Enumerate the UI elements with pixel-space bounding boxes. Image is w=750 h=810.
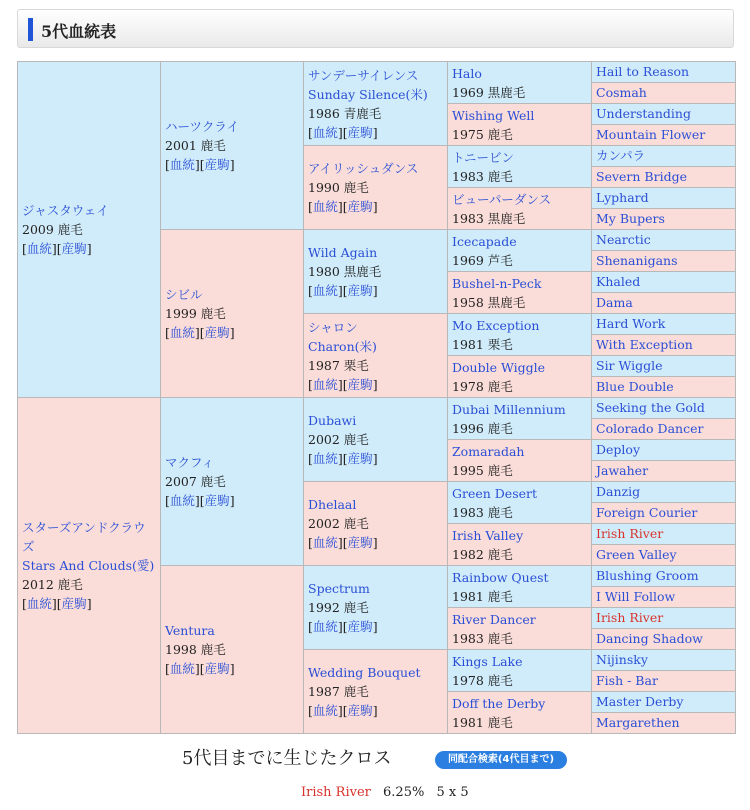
horse-name-link[interactable]: Wild Again (308, 245, 378, 260)
horse-info: 1969 黒鹿毛 (452, 84, 526, 100)
progeny-link[interactable]: 産駒 (61, 241, 87, 256)
gen3-horse-cell (304, 230, 448, 314)
gen5-horse-cell (592, 83, 736, 104)
gen5-horse-cell (592, 692, 736, 713)
horse-name-link[interactable]: Wishing Well (452, 107, 535, 123)
gen4-horse-cell (448, 608, 592, 650)
gen5-horse-cell (592, 230, 736, 251)
horse-info: 2007 鹿毛 (165, 474, 226, 489)
horse-name-link[interactable]: ジャスタウェイ (22, 203, 109, 218)
horse-name-link[interactable]: With Exception (596, 337, 693, 352)
horse-name-link[interactable]: Mountain Flower (596, 127, 706, 142)
horse-name-link[interactable]: Deploy (596, 442, 641, 457)
horse-name-link[interactable]: トニービン (452, 149, 515, 165)
page-header (17, 9, 734, 48)
gen5-horse-cell (592, 566, 736, 587)
horse-links: [血統][産駒] (165, 493, 235, 508)
horse-name-link[interactable]: Nearctic (596, 232, 651, 247)
horse-name-link[interactable]: Shenanigans (596, 253, 678, 268)
horse-name-link[interactable]: シビル (165, 287, 203, 302)
horse-name-link[interactable]: Colorado Dancer (596, 421, 704, 436)
horse-info: 1982 鹿毛 (452, 546, 513, 562)
gen5-horse-cell (592, 587, 736, 608)
horse-name-link[interactable]: Severn Bridge (596, 169, 687, 184)
page-title: 5代血統表 (41, 22, 117, 41)
horse-info: 1987 鹿毛 (308, 684, 369, 699)
gen3-horse-cell (304, 482, 448, 566)
pedigree-row (18, 62, 736, 83)
horse-name-alt-link[interactable]: Charon(米) (308, 338, 377, 354)
pedigree-link[interactable]: 血統 (312, 535, 338, 550)
horse-name-link[interactable]: Green Valley (596, 547, 677, 562)
gen5-horse-cell (592, 209, 736, 230)
pedigree-link[interactable]: 血統 (312, 451, 338, 466)
gen4-horse-cell (448, 650, 592, 692)
gen4-horse-cell (448, 146, 592, 188)
horse-name-link[interactable]: Bushel-n-Peck (452, 275, 542, 291)
horse-name-link[interactable]: Margarethen (596, 715, 680, 730)
horse-name-link[interactable]: Blue Double (596, 379, 674, 394)
horse-name-link[interactable]: I Will Follow (596, 589, 676, 604)
horse-name-link[interactable]: Jawaher (596, 463, 649, 478)
pedigree-link[interactable]: 血統 (169, 157, 195, 172)
horse-name-link[interactable]: Cosmah (596, 85, 647, 100)
gen3-horse-cell (304, 314, 448, 398)
pedigree-table (17, 61, 736, 734)
gen5-horse-cell (592, 524, 736, 545)
pedigree-link[interactable]: 血統 (312, 619, 338, 634)
gen3-horse-cell (304, 62, 448, 146)
progeny-link[interactable]: 産駒 (204, 157, 230, 172)
horse-info: 1980 黒鹿毛 (308, 264, 382, 279)
horse-info: 1987 栗毛 (308, 357, 369, 373)
pedigree-link[interactable]: 血統 (26, 241, 52, 256)
pedigree-row (18, 398, 736, 419)
gen2-horse-cell (161, 62, 304, 230)
progeny-link[interactable]: 産駒 (347, 619, 373, 634)
gen4-horse-cell (448, 356, 592, 398)
horse-info: 1981 鹿毛 (452, 714, 513, 730)
horse-info: 1999 鹿毛 (165, 306, 226, 321)
gen5-horse-cell (592, 545, 736, 566)
horse-name-link[interactable]: Dama (596, 295, 633, 310)
horse-name-link[interactable]: Master Derby (596, 694, 684, 709)
horse-name-link[interactable]: Green Desert (452, 485, 538, 501)
horse-name-link[interactable]: Icecapade (452, 233, 517, 249)
pedigree-link[interactable]: 血統 (312, 124, 338, 140)
cross-row (301, 785, 469, 800)
gen1-horse-cell (18, 62, 161, 398)
gen4-horse-cell (448, 230, 592, 272)
gen5-horse-cell (592, 104, 736, 125)
horse-name-link[interactable]: Lyphard (596, 190, 649, 205)
horse-name-link[interactable]: Dubai Millennium (452, 401, 566, 417)
horse-links: [血統][産駒] (308, 703, 378, 718)
horse-info: 1981 鹿毛 (452, 588, 513, 604)
gen5-horse-cell (592, 482, 736, 503)
horse-info: 1986 青鹿毛 (308, 105, 382, 121)
gen5-horse-cell (592, 377, 736, 398)
horse-name-link[interactable]: Spectrum (308, 581, 370, 596)
progeny-link[interactable]: 産駒 (347, 124, 373, 140)
horse-name-link[interactable]: Hard Work (596, 316, 666, 331)
horse-name-link[interactable]: マクフィ (165, 455, 215, 470)
gen5-horse-cell (592, 293, 736, 314)
horse-name-link[interactable]: ビューパーダンス (452, 191, 552, 207)
gen5-horse-cell (592, 125, 736, 146)
gen5-horse-cell (592, 314, 736, 335)
gen5-horse-cell (592, 671, 736, 692)
horse-links: [血統][産駒] (308, 451, 378, 466)
horse-info: 1969 芦毛 (452, 252, 513, 268)
cross-horse-link[interactable]: Irish River (301, 785, 371, 800)
gen5-horse-cell (592, 335, 736, 356)
horse-name-link[interactable]: Ventura (165, 623, 215, 638)
gen3-horse-cell (304, 650, 448, 734)
horse-info: 1983 鹿毛 (452, 168, 513, 184)
horse-name-link[interactable]: Fish - Bar (596, 673, 658, 688)
gen5-horse-cell (592, 608, 736, 629)
horse-info: 1978 鹿毛 (452, 672, 513, 688)
pedigree-link[interactable]: 血統 (169, 493, 195, 508)
gen5-horse-cell (592, 629, 736, 650)
horse-links: [血統][産駒] (308, 124, 378, 140)
gen5-horse-cell (592, 62, 736, 83)
horse-name-link[interactable]: サンデーサイレンス (308, 67, 419, 83)
horse-name-link[interactable]: Foreign Courier (596, 505, 698, 520)
gen2-horse-cell (161, 230, 304, 398)
horse-name-link[interactable]: Sir Wiggle (596, 358, 663, 373)
horse-name-link[interactable]: My Bupers (596, 211, 665, 226)
horse-info: 1992 鹿毛 (308, 600, 369, 615)
horse-name-link[interactable]: ハーツクライ (165, 119, 240, 134)
horse-info: 1958 黒鹿毛 (452, 294, 526, 310)
gen5-horse-cell (592, 188, 736, 209)
horse-name-link[interactable]: Danzig (596, 484, 641, 499)
horse-name-link[interactable]: Irish River (596, 610, 664, 625)
progeny-link[interactable]: 産駒 (347, 199, 373, 214)
horse-name-link[interactable]: River Dancer (452, 611, 536, 627)
pedigree-link[interactable]: 血統 (26, 596, 52, 611)
gen3-horse-cell (304, 146, 448, 230)
progeny-link[interactable]: 産駒 (204, 661, 230, 676)
horse-links: [血統][産駒] (165, 325, 235, 340)
gen5-horse-cell (592, 419, 736, 440)
gen4-horse-cell (448, 524, 592, 566)
progeny-link[interactable]: 産駒 (347, 283, 373, 298)
gen5-horse-cell (592, 146, 736, 167)
gen2-horse-cell (161, 566, 304, 734)
gen4-horse-cell (448, 398, 592, 440)
horse-name-link[interactable]: Kings Lake (452, 653, 523, 669)
horse-name-link[interactable]: カンパラ (596, 148, 646, 163)
gen4-horse-cell (448, 482, 592, 524)
horse-info: 2002 鹿毛 (308, 516, 369, 531)
gen4-horse-cell (448, 188, 592, 230)
gen4-horse-cell (448, 692, 592, 734)
gen3-horse-cell (304, 398, 448, 482)
horse-name-link[interactable]: Nijinsky (596, 652, 648, 667)
horse-name-alt-link[interactable]: Sunday Silence(米) (308, 86, 428, 102)
pedigree-link[interactable]: 血統 (312, 199, 338, 214)
horse-links: [血統][産駒] (308, 199, 378, 214)
gen5-horse-cell (592, 272, 736, 293)
horse-name-link[interactable]: アイリッシュダンス (308, 161, 419, 176)
horse-links: [血統][産駒] (22, 596, 92, 611)
horse-info: 2012 鹿毛 (22, 577, 83, 592)
pedigree-link[interactable]: 血統 (169, 661, 195, 676)
gen4-horse-cell (448, 314, 592, 356)
cross-position: 5 x 5 (436, 785, 469, 800)
horse-links: [血統][産駒] (165, 157, 235, 172)
horse-name-link[interactable]: Irish River (596, 526, 664, 541)
horse-name-alt-link[interactable]: Stars And Clouds(愛) (22, 558, 155, 573)
horse-info: 1995 鹿毛 (452, 462, 513, 478)
horse-info: 1983 鹿毛 (452, 504, 513, 520)
horse-name-link[interactable]: シャロン (308, 319, 358, 335)
horse-info: 1978 鹿毛 (452, 378, 513, 394)
horse-name-link[interactable]: Doff the Derby (452, 695, 546, 711)
horse-info: 1996 鹿毛 (452, 420, 513, 436)
horse-name-link[interactable]: Dubawi (308, 413, 357, 428)
gen5-horse-cell (592, 650, 736, 671)
progeny-link[interactable]: 産駒 (347, 535, 373, 550)
horse-info: 1983 黒鹿毛 (452, 210, 526, 226)
horse-name-link[interactable]: Irish Valley (452, 527, 524, 543)
horse-name-link[interactable]: Halo (452, 65, 482, 81)
horse-info: 2009 鹿毛 (22, 222, 83, 237)
horse-info: 1981 栗毛 (452, 336, 513, 352)
horse-name-link[interactable]: Khaled (596, 274, 641, 289)
horse-name-link[interactable]: Zomaradah (452, 443, 525, 459)
horse-name-link[interactable]: Seeking the Gold (596, 400, 705, 415)
progeny-link[interactable]: 産駒 (347, 703, 373, 718)
progeny-link[interactable]: 産駒 (61, 596, 87, 611)
pedigree-link[interactable]: 血統 (312, 703, 338, 718)
horse-info: 1983 鹿毛 (452, 630, 513, 646)
similar-mating-search-button[interactable]: 同配合検索(4代目まで) (435, 751, 567, 769)
header-accent-bar (28, 18, 33, 41)
horse-info: 1975 鹿毛 (452, 126, 513, 142)
progeny-link[interactable]: 産駒 (347, 376, 373, 392)
horse-name-link[interactable]: Dancing Shadow (596, 631, 703, 646)
horse-name-link[interactable]: Hail to Reason (596, 64, 690, 79)
horse-links: [血統][産駒] (308, 619, 378, 634)
gen4-horse-cell (448, 566, 592, 608)
gen5-horse-cell (592, 503, 736, 524)
horse-links: [血統][産駒] (22, 241, 92, 256)
horse-name-link[interactable]: スターズアンドクラウズ (22, 520, 146, 554)
gen5-horse-cell (592, 461, 736, 482)
cross-title: 5代目までに生じたクロス (182, 748, 392, 769)
pedigree-link[interactable]: 血統 (312, 283, 338, 298)
horse-name-link[interactable]: Dhelaal (308, 497, 357, 512)
horse-name-link[interactable]: Wedding Bouquet (308, 665, 421, 680)
progeny-link[interactable]: 産駒 (347, 451, 373, 466)
gen1-horse-cell (18, 398, 161, 734)
gen3-horse-cell (304, 566, 448, 650)
horse-links: [血統][産駒] (308, 535, 378, 550)
gen5-horse-cell (592, 356, 736, 377)
horse-info: 2002 鹿毛 (308, 432, 369, 447)
horse-info: 1998 鹿毛 (165, 642, 226, 657)
horse-links: [血統][産駒] (165, 661, 235, 676)
horse-info: 1990 鹿毛 (308, 180, 369, 195)
gen4-horse-cell (448, 104, 592, 146)
horse-links: [血統][産駒] (308, 283, 378, 298)
gen4-horse-cell (448, 272, 592, 314)
gen4-horse-cell (448, 62, 592, 104)
progeny-link[interactable]: 産駒 (204, 493, 230, 508)
horse-name-link[interactable]: Double Wiggle (452, 359, 545, 375)
gen5-horse-cell (592, 167, 736, 188)
horse-links: [血統][産駒] (308, 376, 378, 392)
gen5-horse-cell (592, 440, 736, 461)
horse-name-link[interactable]: Understanding (596, 106, 691, 121)
horse-name-link[interactable]: Rainbow Quest (452, 569, 549, 585)
gen5-horse-cell (592, 398, 736, 419)
gen2-horse-cell (161, 398, 304, 566)
gen5-horse-cell (592, 251, 736, 272)
horse-info: 2001 鹿毛 (165, 138, 226, 153)
pedigree-link[interactable]: 血統 (312, 376, 338, 392)
gen5-horse-cell (592, 713, 736, 734)
progeny-link[interactable]: 産駒 (204, 325, 230, 340)
horse-name-link[interactable]: Mo Exception (452, 317, 540, 333)
gen4-horse-cell (448, 440, 592, 482)
cross-percent: 6.25% (383, 785, 425, 800)
horse-name-link[interactable]: Blushing Groom (596, 568, 699, 583)
pedigree-link[interactable]: 血統 (169, 325, 195, 340)
